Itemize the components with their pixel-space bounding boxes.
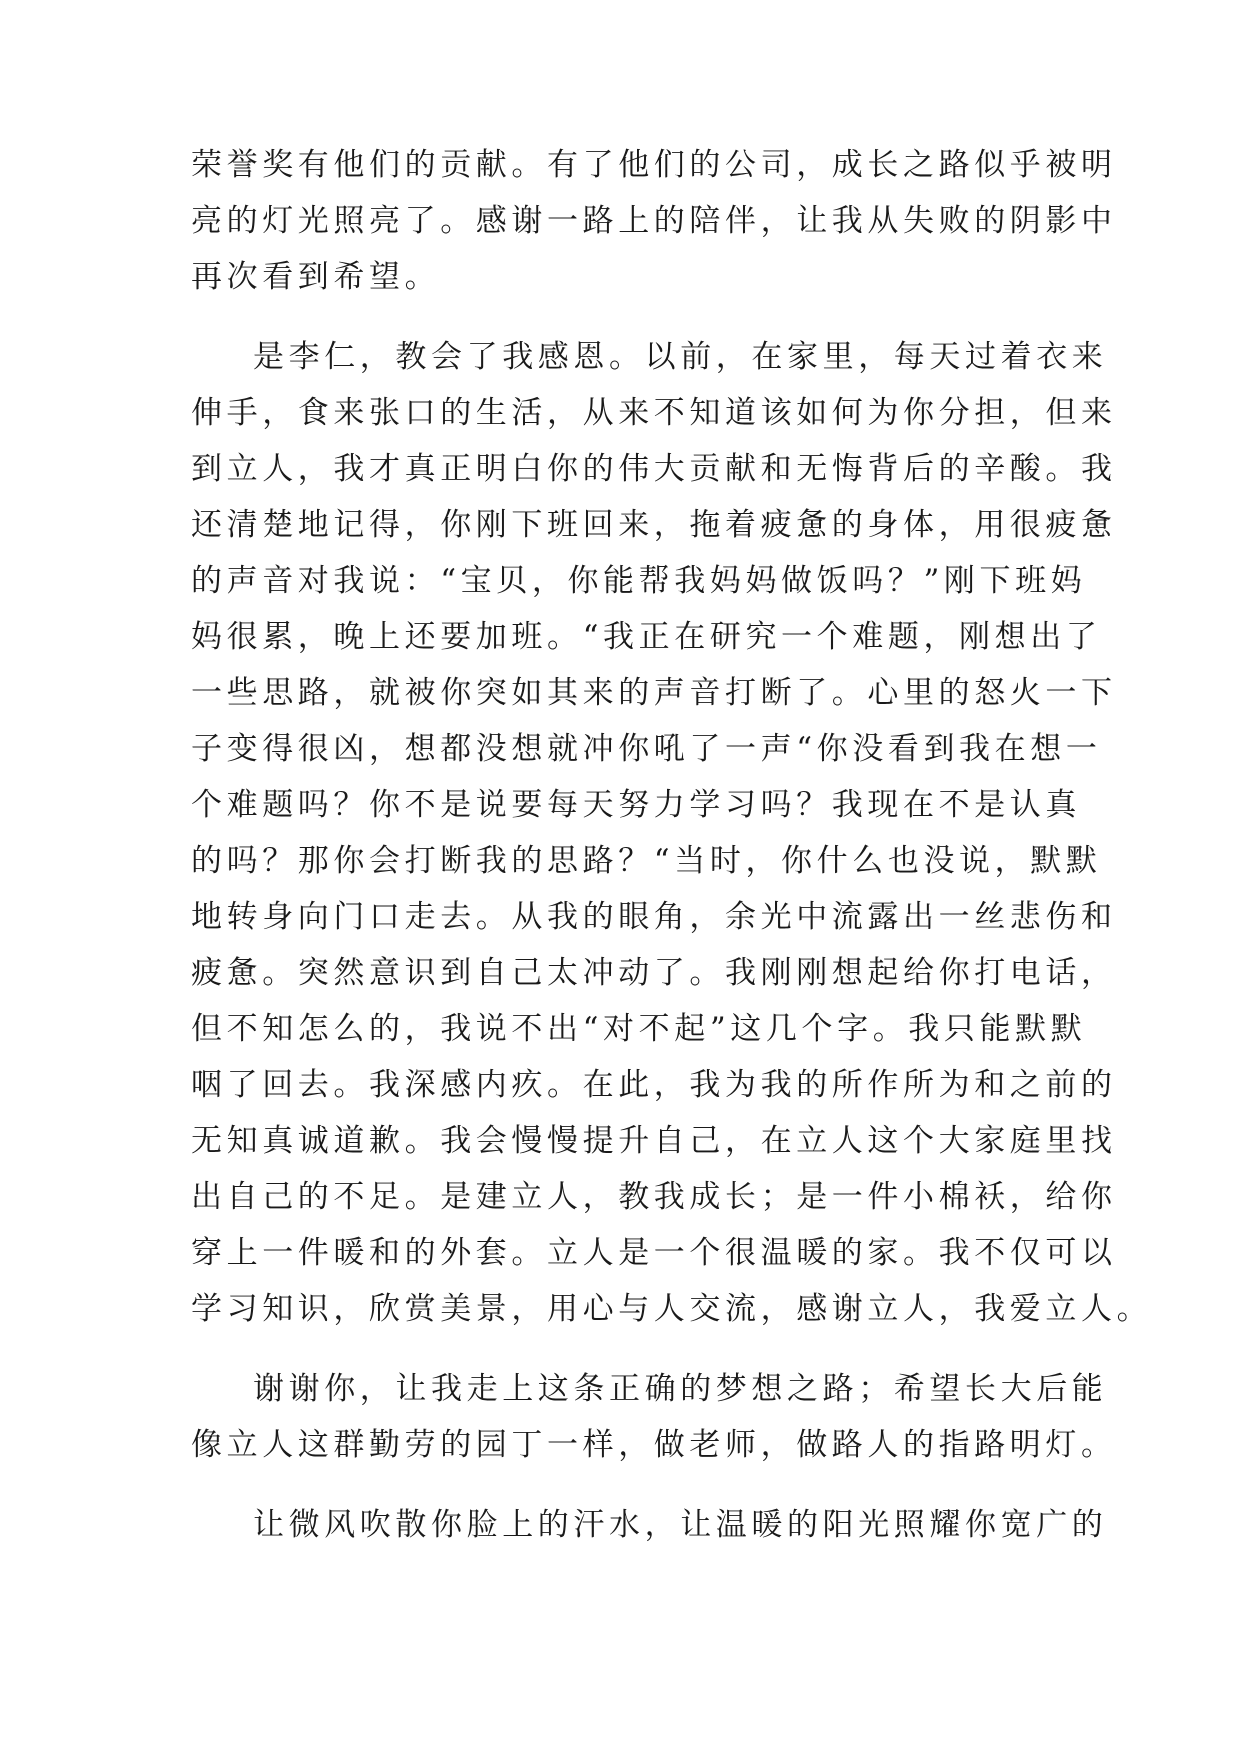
text-line: 穿上一件暖和的外套。立人是一个很温暖的家。我不仅可以 bbox=[191, 1235, 1117, 1271]
text-line: 荣誉奖有他们的贡献。有了他们的公司，成长之路似乎被明 bbox=[191, 147, 1117, 183]
text-line: 学习知识，欣赏美景，用心与人交流，感谢立人，我爱立人。 bbox=[191, 1291, 1153, 1327]
text-line: 还清楚地记得，你刚下班回来，拖着疲惫的身体，用很疲惫 bbox=[191, 507, 1117, 543]
text-line: 到立人，我才真正明白你的伟大贡献和无悔背后的辛酸。我 bbox=[191, 451, 1117, 487]
text-line: 出自己的不足。是建立人，教我成长；是一件小棉袄，给你 bbox=[191, 1179, 1117, 1215]
text-line: 但不知怎么的，我说不出“对不起”这几个字。我只能默默 bbox=[191, 1011, 1087, 1047]
text-line: 亮的灯光照亮了。感谢一路上的陪伴，让我从失败的阴影中 bbox=[191, 203, 1117, 239]
text-line: 一些思路，就被你突如其来的声音打断了。心里的怒火一下 bbox=[191, 675, 1117, 711]
text-line: 疲惫。突然意识到自己太冲动了。我刚刚想起给你打电话， bbox=[191, 955, 1117, 991]
paragraph-first-line: 是李仁，教会了我感恩。以前，在家里，每天过着衣来 bbox=[253, 339, 1108, 375]
text-line: 无知真诚道歉。我会慢慢提升自己，在立人这个大家庭里找 bbox=[191, 1123, 1117, 1159]
text-line: 伸手，食来张口的生活，从来不知道该如何为你分担，但来 bbox=[191, 395, 1117, 431]
text-line: 妈很累，晚上还要加班。“我正在研究一个难题，刚想出了 bbox=[191, 619, 1102, 655]
text-line: 像立人这群勤劳的园丁一样，做老师，做路人的指路明灯。 bbox=[191, 1427, 1117, 1463]
text-line: 再次看到希望。 bbox=[191, 259, 441, 295]
text-line: 的声音对我说：“宝贝，你能帮我妈妈做饭吗？”刚下班妈 bbox=[191, 563, 1087, 599]
paragraph-first-line: 谢谢你，让我走上这条正确的梦想之路；希望长大后能 bbox=[253, 1371, 1108, 1407]
text-line: 咽了回去。我深感内疚。在此，我为我的所作所为和之前的 bbox=[191, 1067, 1117, 1103]
text-line: 的吗？那你会打断我的思路？“当时，你什么也没说，默默 bbox=[191, 843, 1102, 879]
text-line: 地转身向门口走去。从我的眼角，余光中流露出一丝悲伤和 bbox=[191, 899, 1117, 935]
text-line: 子变得很凶，想都没想就冲你吼了一声“你没看到我在想一 bbox=[191, 731, 1102, 767]
paragraph-first-line: 让微风吹散你脸上的汗水，让温暖的阳光照耀你宽广的 bbox=[253, 1507, 1108, 1543]
text-line: 个难题吗？你不是说要每天努力学习吗？我现在不是认真 bbox=[191, 787, 1081, 823]
